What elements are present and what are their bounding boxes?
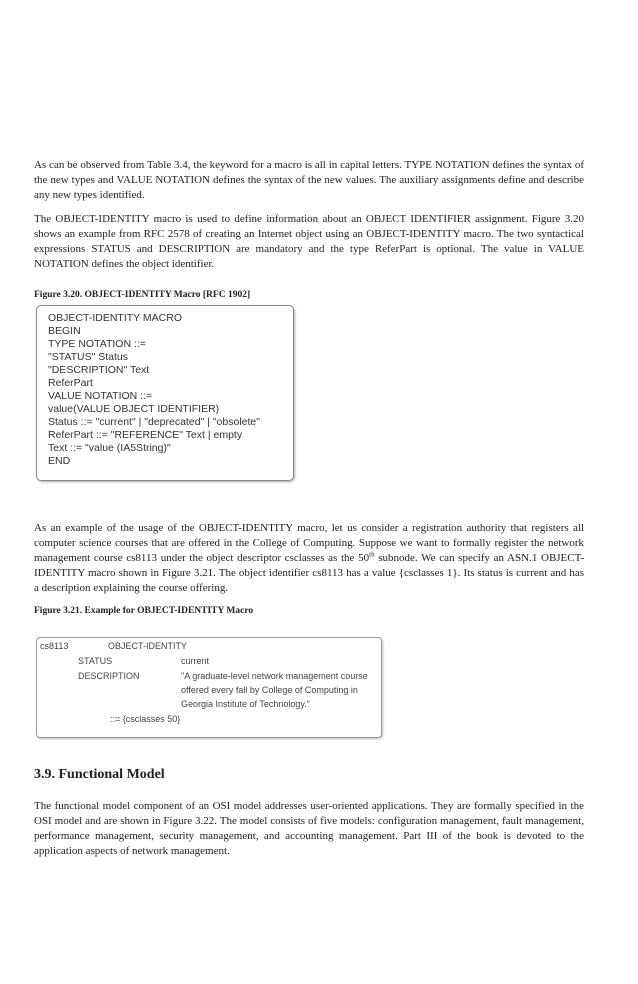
paragraph-macro-keywords: As can be observed from Table 3.4, the keyword for a macro is all in capital letters. TYPE NOTATION defines the syntax of the new types and VALUE NOTATION defines the syntax of the new values. The auxiliary assignments define and describe any new types identified. [34, 159, 584, 201]
code-line: ReferPart ::= "REFERENCE" Text | empty [48, 429, 243, 441]
code-line: Status ::= "current" | "deprecated" | "obsolete" [48, 416, 260, 428]
description-line: "A graduate-level network management course [181, 671, 368, 681]
paragraph-text: As an example of the usage of the OBJECT-IDENTITY macro, let us consider a registration authority that registers all computer science courses that are offered in the College of Computing. Suppose we want to formally register the network management course cs8113 under the object descriptor csclasses as the 50 [34, 522, 584, 564]
status-value: current [181, 656, 210, 666]
code-line: BEGIN [48, 325, 81, 337]
description-key: DESCRIPTION [78, 671, 140, 681]
paragraph-object-identity-intro: The OBJECT-IDENTITY macro is used to define information about an OBJECT IDENTIFIER assignment. Figure 3.20 shows an example from RFC 2578 of creating an Internet object using an OBJECT-IDENTITY macro. The two syntactical expressions STATUS and DESCRIPTION are mandatory and the type ReferPart is optional. The value in VALUE NOTATION defines the object identifier. [34, 213, 584, 270]
code-line: END [48, 455, 71, 467]
ordinal-superscript: th [369, 550, 375, 559]
code-line: value(VALUE OBJECT IDENTIFIER) [48, 403, 220, 415]
code-line: Text ::= "value (IA5String)" [48, 442, 171, 454]
figure-3-20-caption: Figure 3.20. OBJECT-IDENTITY Macro [RFC 1902] [34, 290, 251, 300]
code-line: ReferPart [48, 377, 93, 389]
code-line: "DESCRIPTION" Text [48, 364, 150, 376]
status-key: STATUS [78, 656, 113, 666]
code-line: VALUE NOTATION ::= [48, 390, 153, 402]
object-name: cs8113 [40, 641, 69, 651]
paragraph-functional-model: The functional model component of an OSI model addresses user-oriented applications. They are formally specified in the OSI model and are shown in Figure 3.22. The model consists of five models: configuration management, fault management, performance management, security management, and accounting management. Part III of the book is devoted to the application aspects of network management. [34, 800, 584, 857]
macro-keyword: OBJECT-IDENTITY [108, 641, 188, 651]
figure-3-21-caption: Figure 3.21. Example for OBJECT-IDENTITY Macro [34, 606, 254, 616]
description-line: offered every fall by College of Computing in [181, 685, 358, 695]
section-heading: 3.9. Functional Model [34, 767, 165, 782]
paragraph-usage-example [34, 521, 584, 596]
code-line: OBJECT-IDENTITY MACRO [48, 312, 182, 324]
code-line: TYPE NOTATION ::= [48, 338, 146, 350]
code-line: "STATUS" Status [48, 351, 129, 363]
object-value: ::= {csclasses 50} [110, 714, 181, 724]
paragraph-text: subnode. We can specify an ASN.1 OBJECT-IDENTITY macro shown in Figure 3.21. The object identifier cs8113 has a value {csclasses 1}. Its status is current and has a description explaining the course offering. [34, 552, 584, 594]
description-line: Georgia Institute of Technology." [181, 699, 310, 709]
